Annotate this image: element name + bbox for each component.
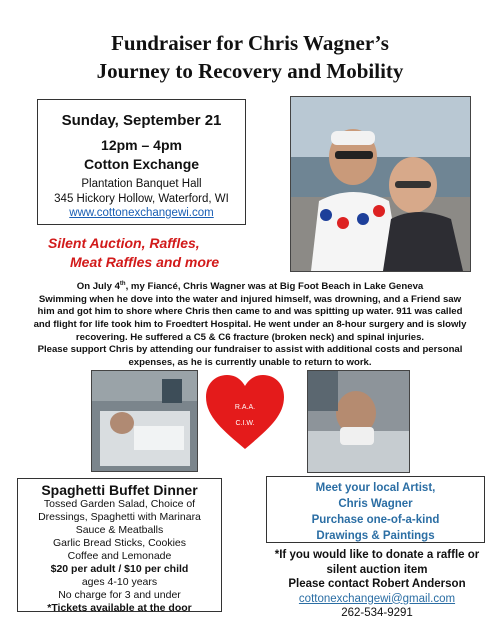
flyer-title-line-1: Fundraiser for Chris Wagner’s (111, 31, 389, 55)
event-venue: Cotton Exchange (83, 156, 200, 172)
heart-initials-1: R.A.A. (234, 404, 256, 411)
story-line-4: and flight for life took him to Froedtert Hospital. He went under an 8-hour surgery and is slowly (33, 318, 467, 330)
contact-line-1: *If you would like to donate a raffle or (274, 549, 480, 561)
story-line-1-end: , my Fiancé, Chris Wagner was at Big Foot Beach in Lake Geneva (125, 281, 424, 293)
hospital-right-illustration (308, 371, 409, 472)
dinner-menu-box (17, 478, 222, 612)
artist-line-2: Chris Wagner (338, 498, 413, 510)
dinner-line-4: Garlic Bread Sticks, Cookies (52, 537, 187, 549)
dinner-ages: ages 4-10 years (81, 576, 158, 588)
flyer-title-line-2: Journey to Recovery and Mobility (96, 59, 404, 83)
event-day: Sunday, September 21 (61, 112, 222, 129)
contact-email-link[interactable]: cottonexchangewi@gmail.com (298, 592, 456, 605)
artist-line-3: Purchase one-of-a-kind (311, 514, 440, 526)
event-hall: Plantation Banquet Hall (81, 178, 202, 190)
story-line-7: expenses, as he is currently unable to return to work. (128, 356, 372, 368)
dinner-no-charge: No charge for 3 and under (58, 589, 181, 601)
story-line-6: Please support Chris by attending our fundraiser to assist with additional costs and personal (37, 344, 463, 356)
contact-line-3: Please contact Robert Anderson (288, 578, 466, 590)
story-superscript: th (119, 281, 126, 287)
story-line-2: Swimming when he dove into the water and injured himself, was drowning, and a Friend saw (38, 293, 462, 305)
photo-illustration (291, 97, 470, 271)
story-line-5: recovering. He suffered a C5 & C6 fracture (broken neck) and spinal injuries. (75, 331, 425, 343)
dinner-line-2: Dressings, Spaghetti with Marinara (38, 511, 201, 523)
dinner-line-1: Tossed Garden Salad, Choice of (43, 498, 196, 510)
auction-line-2: Meat Raffles and more (70, 254, 220, 270)
photo-chris-and-fiance (290, 96, 471, 272)
auction-line-1: Silent Auction, Raffles, (48, 235, 200, 251)
story-line-3: him and got him to shore where Chris then came to and was spitting up water. 911 was called (37, 306, 463, 318)
artist-line-4: Drawings & Paintings (316, 530, 435, 542)
heart-initials-2: C.I.W. (235, 420, 255, 427)
photo-hospital-left (91, 370, 198, 472)
event-website-link[interactable]: www.cottonexchangewi.com (69, 207, 214, 219)
event-details-box (37, 99, 246, 225)
heart-icon (204, 373, 286, 451)
event-address: 345 Hickory Hollow, Waterford, WI (54, 193, 229, 205)
dinner-price: $20 per adult / $10 per child (50, 563, 189, 575)
dinner-line-5: Coffee and Lemonade (67, 550, 172, 562)
hospital-left-illustration (92, 371, 197, 471)
story-paragraph (12, 278, 488, 369)
contact-line-2: silent auction item (326, 563, 428, 576)
photo-hospital-right (307, 370, 410, 473)
contact-block (262, 548, 492, 621)
contact-phone: 262-534-9291 (341, 607, 413, 619)
story-line-1 (12, 278, 488, 294)
dinner-heading: Spaghetti Buffet Dinner (41, 482, 198, 498)
event-time: 12pm – 4pm (101, 137, 182, 153)
artist-box (266, 476, 485, 543)
dinner-tickets: *Tickets available at the door (47, 602, 192, 614)
story-line-1-start: On July 4 (76, 281, 120, 293)
artist-line-1: Meet your local Artist, (315, 482, 436, 494)
heart-graphic (204, 373, 286, 451)
dinner-line-3: Sauce & Meatballs (75, 524, 164, 536)
